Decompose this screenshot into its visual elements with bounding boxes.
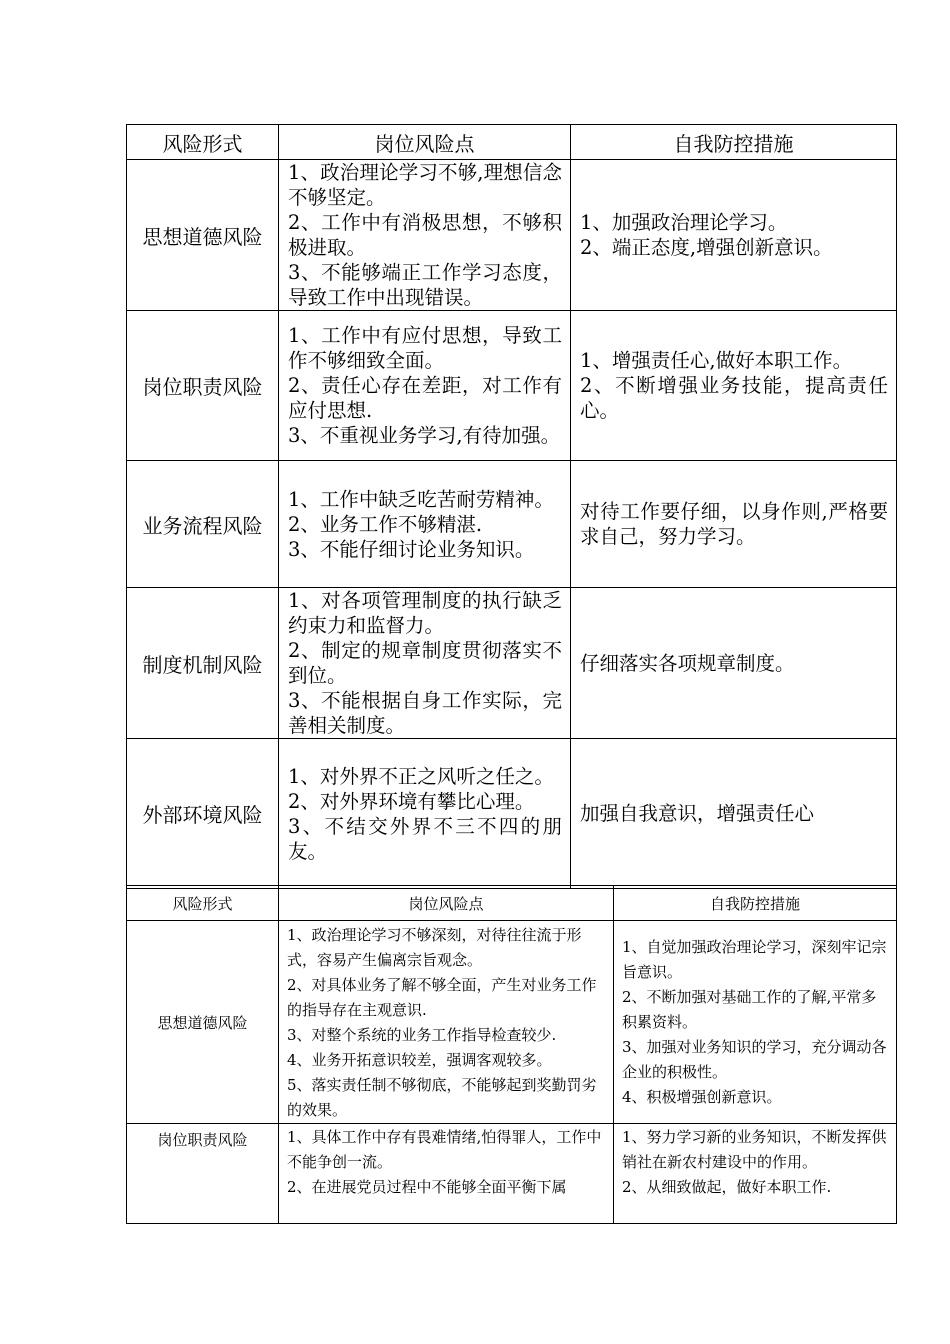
table-row [127, 739, 897, 889]
risk-point: 1、对各项管理制度的执行缺乏约束力和监督力。 [288, 589, 562, 637]
risk-category: 岗位职责风险 [127, 311, 279, 461]
risk-point: 2、对具体业务了解不够全面，产生对业务工作的指导存在主观意识. [287, 976, 597, 1019]
risk-points-cell [279, 739, 571, 889]
risk-points-cell [279, 461, 571, 588]
risk-point: 3、对整个系统的业务工作指导检查较少. [287, 1026, 557, 1044]
risk-point: 1、政治理论学习不够,理想信念不够坚定。 [288, 161, 562, 209]
measure: 1、增强责任心,做好本职工作。 [580, 349, 853, 372]
header-risk-type: 风险形式 [127, 125, 279, 160]
measures-cell [571, 311, 897, 461]
measures-cell [571, 588, 897, 739]
measures-cell [571, 461, 897, 588]
risk-points-cell [279, 311, 571, 461]
risk-point: 5、落实责任制不够彻底，不能够起到奖勤罚劣的效果。 [287, 1076, 597, 1119]
measure: 2、从细致做起，做好本职工作. [622, 1178, 832, 1196]
risk-point: 3、不能仔细讨论业务知识。 [288, 537, 535, 561]
risk-point: 2、制定的规章制度贯彻落实不到位。 [288, 639, 562, 687]
risk-point: 3、不重视业务学习,有待加强。 [288, 424, 561, 447]
measure: 2、不断加强对基础工作的了解,平常多积累资料。 [622, 987, 877, 1031]
measure: 加强自我意识，增强责任心 [580, 802, 815, 825]
risk-category: 制度机制风险 [127, 588, 279, 739]
header-risk-points: 岗位风险点 [279, 125, 571, 160]
risk-point: 1、工作中缺乏吃苦耐劳精神。 [288, 487, 554, 511]
measure: 4、积极增强创新意识。 [622, 1087, 782, 1106]
risk-category: 业务流程风险 [127, 461, 279, 588]
risk-points-cell [279, 1124, 614, 1224]
risk-point: 2、在进展党员过程中不能够全面平衡下属 [287, 1178, 567, 1196]
risk-category: 外部环境风险 [127, 739, 279, 889]
risk-point: 4、业务开拓意识较差，强调客观较多。 [287, 1051, 552, 1069]
header-risk-points: 岗位风险点 [279, 886, 614, 921]
table-row [127, 921, 897, 1124]
risk-category: 思想道德风险 [127, 160, 279, 311]
risk-point: 3、不能根据自身工作实际，完善相关制度。 [288, 689, 562, 737]
measure: 对待工作要仔细，以身作则,严格要求自己，努力学习。 [580, 500, 888, 548]
header-row [127, 125, 897, 160]
risk-point: 3、不能够端正工作学习态度，导致工作中出现错误。 [288, 261, 562, 309]
header-risk-type: 风险形式 [127, 886, 279, 921]
measures-cell [571, 739, 897, 889]
risk-points-cell [279, 160, 571, 311]
risk-category: 思想道德风险 [127, 921, 279, 1124]
risk-points-cell [279, 921, 614, 1124]
measures-cell [571, 160, 897, 311]
table-row [127, 461, 897, 588]
risk-category: 岗位职责风险 [127, 1124, 279, 1224]
header-row [127, 886, 897, 921]
risk-table-primary [126, 124, 897, 889]
table-row [127, 160, 897, 311]
measure: 1、自觉加强政治理论学习，深刻牢记宗旨意识。 [622, 937, 887, 981]
table-row [127, 1124, 897, 1224]
risk-table-secondary [126, 885, 897, 1224]
risk-points-cell [279, 588, 571, 739]
measure: 1、努力学习新的业务知识，不断发挥供销社在新农村建设中的作用。 [622, 1128, 887, 1171]
measure: 1、加强政治理论学习。 [580, 211, 788, 234]
header-measures: 自我防控措施 [614, 886, 897, 921]
header-measures: 自我防控措施 [571, 125, 897, 160]
table-row [127, 311, 897, 461]
risk-point: 2、对外界环境有攀比心理。 [288, 789, 535, 813]
risk-point: 1、政治理论学习不够深刻，对待往往流于形式，容易产生偏离宗旨观念。 [287, 926, 582, 969]
risk-point: 2、工作中有消极思想，不够积极进取。 [288, 211, 562, 259]
measure: 仔细落实各项规章制度。 [580, 651, 795, 675]
measure: 2、端正态度,增强创新意识。 [580, 236, 833, 259]
measures-cell [614, 1124, 897, 1224]
measure: 3、加强对业务知识的学习，充分调动各企业的积极性。 [622, 1037, 887, 1081]
risk-point: 1、具体工作中存有畏难情绪,怕得罪人，工作中不能争创一流。 [287, 1128, 602, 1171]
risk-point: 2、责任心存在差距，对工作有应付思想. [288, 374, 562, 422]
table-row [127, 588, 897, 739]
risk-point: 2、业务工作不够精湛. [288, 512, 483, 536]
measure: 2、不断增强业务技能，提高责任心。 [580, 374, 888, 422]
risk-point: 1、工作中有应付思想，导致工作不够细致全面。 [288, 324, 562, 372]
risk-point: 1、对外界不正之风听之任之。 [288, 764, 554, 788]
risk-point: 3、不结交外界不三不四的朋友。 [288, 814, 562, 863]
measures-cell [614, 921, 897, 1124]
